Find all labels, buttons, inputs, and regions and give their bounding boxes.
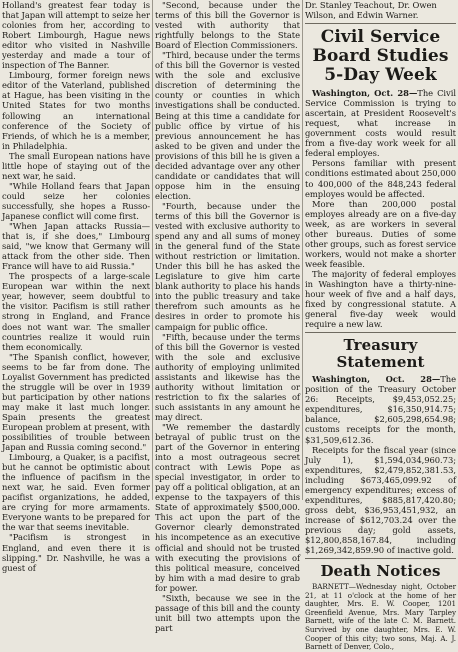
dateline: Washington, Oct. 28— [312, 88, 418, 99]
article-divider [305, 23, 456, 24]
headline: Treasury Statement [336, 336, 425, 372]
paragraph: Holland's greatest fear today is that Japan will attempt to seize her colonies from her, according to Robert Limbourgh, Hague news editor who visited in Nashville yesterday and made a tour of inspection of The Banner. [2, 0, 151, 71]
paragraph: "Third, because under the terms of this bill the Governor is vested with the sole and exclusive discretion of determining the county or counties in which investigations shall be conducted. Being at this time a candidate for public office by virtue of his previous announcement he has asked to be given and under the provisions of this bill he is given a decided advantage over any other candidate or candidates that will oppose him in the ensuing election. [155, 50, 300, 201]
headline: Civil Service Board Studies 5-Day Week [312, 27, 449, 86]
dateline: Washington, Oct. 28— [312, 374, 441, 385]
paragraph: "Second, because under the terms of this bill the Governor is vested with authority that rightfully belongs to the State Board of Election Commissioners. [155, 0, 300, 51]
paragraph: The prospects of a large-scale European war within the next year, however, seem doubtful to the visitor. Pacifism is still rather strong in England, and France does not want war. The smaller countries realize it would ruin them economically. [2, 271, 150, 352]
column-divider [302, 0, 303, 500]
death-notice: BARNETT—Wednesday night, October 21, at 11 o'clock at the home of her daughter, Mrs. E. W. Cooper, 1201 Greenfield Avenue, Mrs. Mary Tarpley Barnett, wife of the late C. M. Barnett. Survived by one daughter, Mrs. E. W. Cooper of this city; two sons, Maj. A. J. Barnett of Denver, Colo., [305, 582, 456, 652]
article-divider [305, 558, 456, 559]
paragraph: Limbourg, former foreign news editor of the Vaterland, published at Hague, has been visiting in the United States for two months following an international conference of the Society of Friends, of which he is a member, in Philadelphia. [2, 70, 150, 151]
paragraph: The Civil Service Commission is trying to ascertain, at President Roosevelt's request, what increase in government costs would result from a five-day work week for all federal employes. [305, 88, 456, 159]
paragraph: More than 200,000 postal employes already are on a five-day week, as are workers in several other bureaus. Duties of some other groups, such as forest service workers, would not make a shorter week feasible. [305, 198, 456, 269]
holland-article-column [2, 0, 151, 573]
paragraph: "Pacifism is strongest in England, and even there it is slipping." Dr. Nashville, he was a guest of [2, 532, 150, 573]
paragraph: The position of the Treasury October 26: Receipts, $9,453,052.25; expenditures, $16,350,914.75; balance, $2,605,298,654.98; customs receipts for the month, $31,509,612.36. [305, 374, 456, 445]
column-divider [152, 0, 153, 500]
article-divider [305, 332, 456, 333]
paragraph: "Fourth, because under the terms of this bill the Governor is vested with exclusive authority to spend any and all sums of money in the general fund of the State without restriction or limitation. Under this bill he has asked the Legislature to give him carte blank authority to place his hands into the public treasury and take therefrom such amounts as he desires in order to promote his campaign for public office. [155, 200, 300, 332]
right-column [305, 0, 456, 652]
paragraph: "Sixth, because we see in the passage of this bill and the county unit bill two attempts upon the part [155, 592, 300, 633]
paragraph: The majority of federal employes in Washington have a thirty-nine-hour week of five and a half days, fixed by congressional statute. A general five-day week would require a new law. [305, 268, 456, 330]
paragraph: "The Spanish conflict, however, seems to be far from done. The Loyalist Government has predicted the struggle will be over in 1939 but participation by other nations may make it last much longer. Spain presents the greatest European problem at present, with possibilities of trouble between Japan and Russia coming second." [2, 351, 150, 453]
paragraph: Persons familiar with present conditions estimated about 250,000 to 400,000 of the 848,243 federal employes would be affected. [305, 158, 456, 199]
paragraph: "When Japan attacks Russia—that is, if she does," Limbourg said, "we know that Germany will attack from the other side. Then France will have to aid Russia." [2, 221, 150, 272]
paragraph: Receipts for the fiscal year (since July 1), $1,594,034,960.73; expenditures, $2,479,852,381.53, including $673,465,099.92 of emergency expenditures; excess of expenditures, $885,817,420.80; gross debt, $36,953,451,932, an increase of $612,703.24 over the previous day; gold assets, $12,800,858,167.84, including $1,269,342,859.90 of inactive gold. [305, 444, 456, 556]
election-bill-article-column [155, 0, 300, 633]
paragraph: Limbourg, a Quaker, is a pacifist, but he cannot be optimistic about the influence of pacifism in the next war, he said. Even former pacifist organizations, he added, are crying for more armaments. Everyone wants to be prepared for the war that seems inevitable. [2, 452, 150, 533]
paragraph: Dr. Stanley Teachout, Dr. Owen Wilson, and Edwin Warner. [305, 0, 437, 21]
paragraph: "We remember the dastardly betrayal of public trust on the part of the Governor in entering into a most outrageous secret contract with Lewis Pope as special investigator, in order to pay off a political obligation, at an expense to the taxpayers of this State of approximately $500,000. This act upon the part of the Governor clearly demonstrated his incompetence as an executive official and should not be trusted with executing the provisions of this political measure, conceived by him with a mad desire to grab for power. [155, 421, 300, 593]
paragraph: "While Holland fears that Japan could seize her colonies successfully, she hopes a Russo-Japanese conflict will come first. [2, 180, 150, 221]
headline: Death Notices [320, 562, 441, 581]
paragraph: "Fifth, because under the terms of this bill the Governor is vested with the sole and exclusive authority of employing unlimited assistants and likewise has the authority without limitation or restriction to fix the salaries of such assistants in any amount he may direct. [155, 331, 300, 422]
paragraph: The small European nations have little hope of staying out of the next war, he said. [2, 150, 150, 181]
